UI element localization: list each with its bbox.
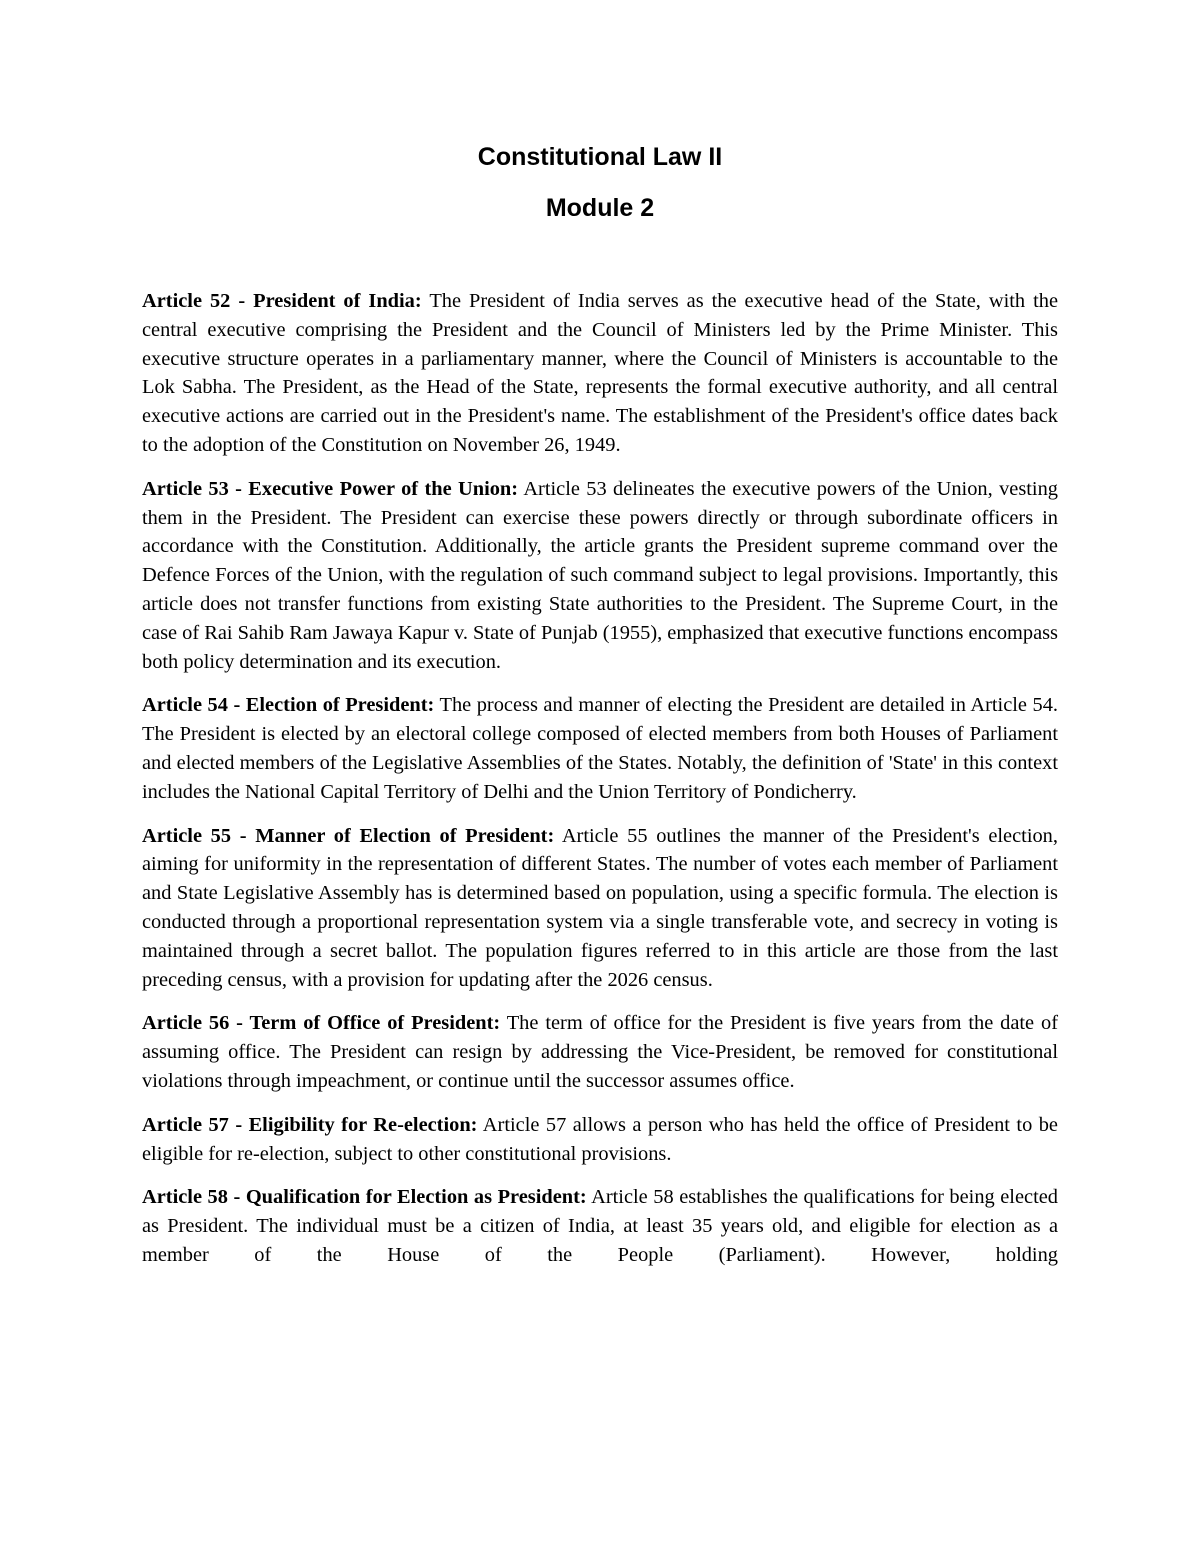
article-heading: Article 56 - Term of Office of President: [142,1012,501,1035]
article-text: Article 55 outlines the manner of the President's election, aiming for uniformity in the representation of different States. The number of votes each member of Parliament and State Legislative Assembly has is determined based on population, using a specific formula. The election is conducted through a proportional representation system via a single transferable vote, and secrecy in voting is maintained through a secret ballot. The population figures referred to in this article are those from the last preceding census, with a provision for updating after the 2026 census. [142,824,1058,991]
article-text: Article 58 establishes the qualifications for being elected as President. The individual must be a citizen of India, at least 35 years old, and eligible for election as a member of the House of the People (Parliament). However, holding [142,1186,1058,1266]
document-subtitle: Module 2 [545,194,655,222]
article-text: The process and manner of electing the President are detailed in Article 54. The President is elected by an electoral college composed of elected members from both Houses of Parliament and elected members of the Legislative Assemblies of the States. Notably, the definition of 'State' in this context includes the National Capital Territory of Delhi and the Union Territory of Pondicherry. [142,694,1058,803]
document-title: Constitutional Law II [477,143,723,171]
article-text: Article 57 allows a person who has held the office of President to be eligible for re-election, subject to other constitutional provisions. [142,1113,1058,1165]
article-heading: Article 52 - President of India: [142,290,422,312]
article-text: The term of office for the President is five years from the date of assuming office. The President can resign by addressing the Vice-President, be removed for constitutional violations through impeachment, or continue until the successor assumes office. [142,1012,1058,1092]
article-text: The President of India serves as the executive head of the State, with the central executive comprising the President and the Council of Ministers led by the Prime Minister. This executive structure operates in a parliamentary manner, where the Council of Ministers is accountable to the Lok Sabha. The President, as the Head of the State, represents the formal executive authority, and all central executive actions are carried out in the President's name. The establishment of the President's office dates back to the adoption of the Constitution on November 26, 1949. [142,290,1058,456]
article-paragraph [142,287,1058,460]
article-paragraph [142,1111,1058,1169]
article-paragraph [142,475,1058,677]
document-body [142,287,1058,1270]
article-text: Article 53 delineates the executive powers of the Union, vesting them in the President. The President can exercise these powers directly or through subordinate officers in accordance with the Constitution. Additionally, the article grants the President supreme command over the Defence Forces of the Union, with the regulation of such command subject to legal provisions. Importantly, this article does not transfer functions from existing State authorities to the President. The Supreme Court, in the case of Rai Sahib Ram Jawaya Kapur v. State of Punjab (1955), emphasized that executive functions encompass both policy determination and its execution. [142,477,1058,673]
article-heading: Article 55 - Manner of Election of President: [142,824,555,847]
article-heading: Article 57 - Eligibility for Re-election: [142,1113,478,1136]
article-paragraph [142,691,1058,806]
article-paragraph [142,1183,1058,1269]
article-heading: Article 58 - Qualification for Election as President: [142,1186,587,1209]
article-heading: Article 53 - Executive Power of the Union: [142,477,519,500]
article-paragraph [142,1009,1058,1095]
article-paragraph [142,822,1058,995]
article-heading: Article 54 - Election of President: [142,694,435,717]
